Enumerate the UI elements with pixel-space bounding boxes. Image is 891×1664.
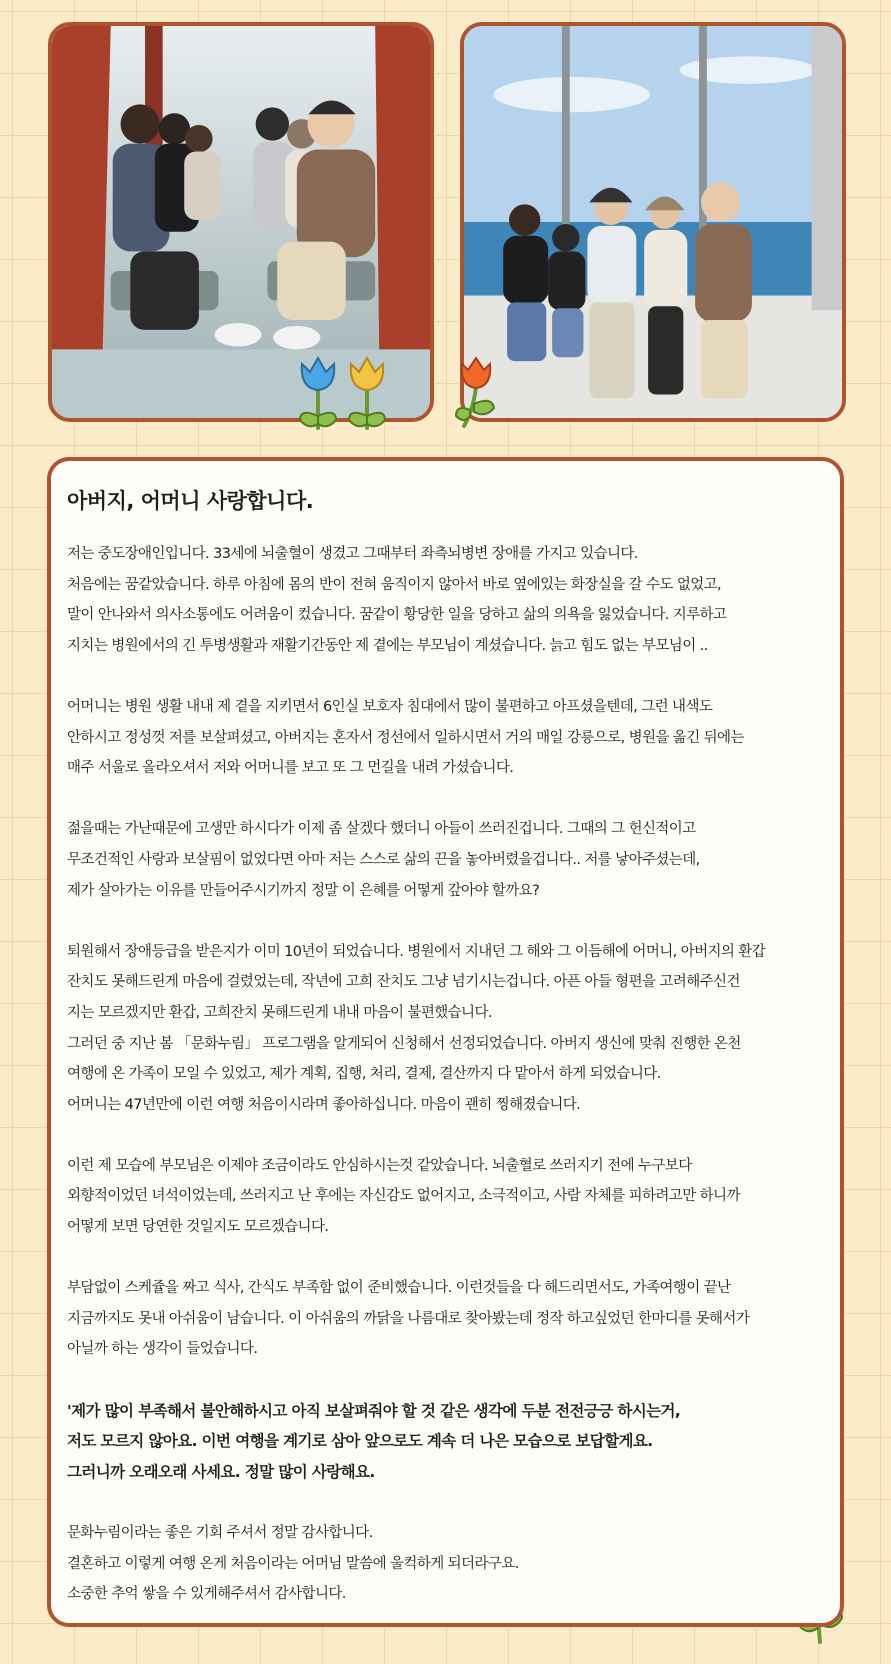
text-line: 젊을때는 가난때문에 고생만 하시다가 이제 좀 살겠다 했더니 아들이 쓰러진겁니다. 그때의 그 헌신적이고: [67, 821, 696, 838]
text-line: 지치는 병원에서의 긴 투병생활과 재활기간동안 제 곁에는 부모님이 계셨습니다. 늙고 힘도 없는 부모님이 ..: [67, 637, 708, 654]
closing-paragraph: [67, 1518, 822, 1610]
paragraph-6: [67, 1273, 822, 1365]
text-line: 무조건적인 사랑과 보살핌이 없었다면 아마 저는 스스로 삶의 끈을 놓아버렸을겁니다.. 저를 낳아주셨는데,: [67, 851, 700, 868]
text-line: 매주 서울로 올라오셔서 저와 어머니를 보고 또 그 먼길을 내려 가셨습니다.: [67, 760, 514, 777]
text-line: 안하시고 정성껏 저를 보살펴셨고, 아버지는 혼자서 정선에서 일하시면서 거의 매일 강릉으로, 병원을 옮긴 뒤에는: [67, 729, 744, 746]
text-line: 처음에는 꿈같았습니다. 하루 아침에 몸의 반이 전혀 움직이지 않아서 바로 옆에있는 화장실을 갈 수도 없었고,: [67, 576, 722, 593]
paragraph-5: [67, 1151, 822, 1243]
text-line: 지는 모르겠지만 환갑, 고희잔치 못해드린게 내내 마음이 불편했습니다.: [67, 1004, 492, 1021]
text-line: 어떻게 보면 당연한 것일지도 모르겠습니다.: [67, 1219, 329, 1236]
photo-family-ocean-view: [460, 22, 846, 422]
text-line: 어머니는 47년만에 이런 여행 처음이시라며 좋아하십니다. 마음이 괜히 찡해졌습니다.: [67, 1096, 581, 1113]
text-line: 말이 안나와서 의사소통에도 어려움이 컸습니다. 꿈같이 황당한 일을 당하고 삶의 의욕을 잃었습니다. 지루하고: [67, 607, 727, 624]
text-line: 부담없이 스케쥴을 짜고 식사, 간식도 부족함 없이 준비했습니다. 이런것들을 다 해드리면서도, 가족여행이 끝난: [67, 1280, 731, 1297]
tulip-orange-icon: [454, 354, 502, 430]
paragraph-3: [67, 814, 822, 906]
text-line: 소중한 추억 쌓을 수 있게해주셔서 감사합니다.: [67, 1586, 346, 1603]
text-line: 지금까지도 못내 아쉬움이 남습니다. 이 아쉬움의 까닭을 나름대로 찾아봤는데 정작 하고싶었던 한마디를 못해서가: [67, 1310, 750, 1327]
tulip-yellow-icon: [345, 350, 391, 432]
text-line: 결혼하고 이렇게 여행 온게 처음이라는 어머님 말씀에 울컥하게 되더라구요.: [67, 1555, 519, 1572]
letter-card: [47, 457, 844, 1627]
text-line: 문화누림이라는 좋은 기회 주셔서 정말 감사합니다.: [67, 1525, 373, 1541]
letter-title: 아버지, 어머니 사랑합니다.: [67, 489, 314, 513]
text-line: '제가 많이 부족해서 불안해하시고 아직 보살펴줘야 할 것 같은 생각에 두분 전전긍긍 하시는거,: [67, 1401, 681, 1420]
text-line: 아닐까 하는 생각이 들었습니다.: [67, 1341, 258, 1358]
paragraph-1: [67, 539, 822, 661]
tulip-blue-icon: [296, 350, 342, 432]
text-line: 잔치도 못해드린게 마음에 걸렸었는데, 작년에 고희 잔치도 그냥 넘기시는겁니다. 아픈 아들 형편을 고려해주신건: [67, 974, 740, 991]
text-line: 퇴원해서 장애등급을 받은지가 이미 10년이 되었습니다. 병원에서 지내던 그 해와 그 이듬해에 어머니, 아버지의 환갑: [67, 943, 766, 960]
text-line: 어머니는 병원 생활 내내 제 곁을 지키면서 6인실 보호자 침대에서 많이 불편하고 아프셨을텐데, 그런 내색도: [67, 698, 713, 715]
emphasis-paragraph: [67, 1396, 822, 1488]
text-line: 여행에 온 가족이 모일 수 있었고, 제가 계획, 집행, 처리, 결제, 결산까지 다 맡아서 하게 되었습니다.: [67, 1066, 661, 1083]
text-line: 외향적이었던 녀석이었는데, 쓰러지고 난 후에는 자신감도 없어지고, 소극적이고, 사람 자체를 피하려고만 하니까: [67, 1188, 740, 1205]
paragraph-4: [67, 937, 822, 1121]
text-line: 그러던 중 지난 봄 「문화누림」 프로그램을 알게되어 신청해서 선정되었습니다. 아버지 생신에 맞춰 진행한 온천: [67, 1035, 741, 1052]
text-line: 그러니까 오래오래 사세요. 정말 많이 사랑해요.: [67, 1462, 375, 1481]
text-line: 이런 제 모습에 부모님은 이제야 조금이라도 안심하시는것 같았습니다. 뇌출혈로 쓰러지기 전에 누구보다: [67, 1157, 692, 1174]
text-line: 저도 모르지 않아요. 이번 여행을 계기로 삼아 앞으로도 계속 더 나은 모습으로 보답할게요.: [67, 1432, 653, 1451]
text-line: 제가 살아가는 이유를 만들어주시기까지 정말 이 은혜를 어떻게 갚아야 할까요?: [67, 882, 540, 899]
text-line: 저는 중도장애인입니다. 33세에 뇌출혈이 생겼고 그때부터 좌측뇌병변 장애를 가지고 있습니다.: [67, 546, 638, 562]
paragraph-2: [67, 692, 822, 784]
